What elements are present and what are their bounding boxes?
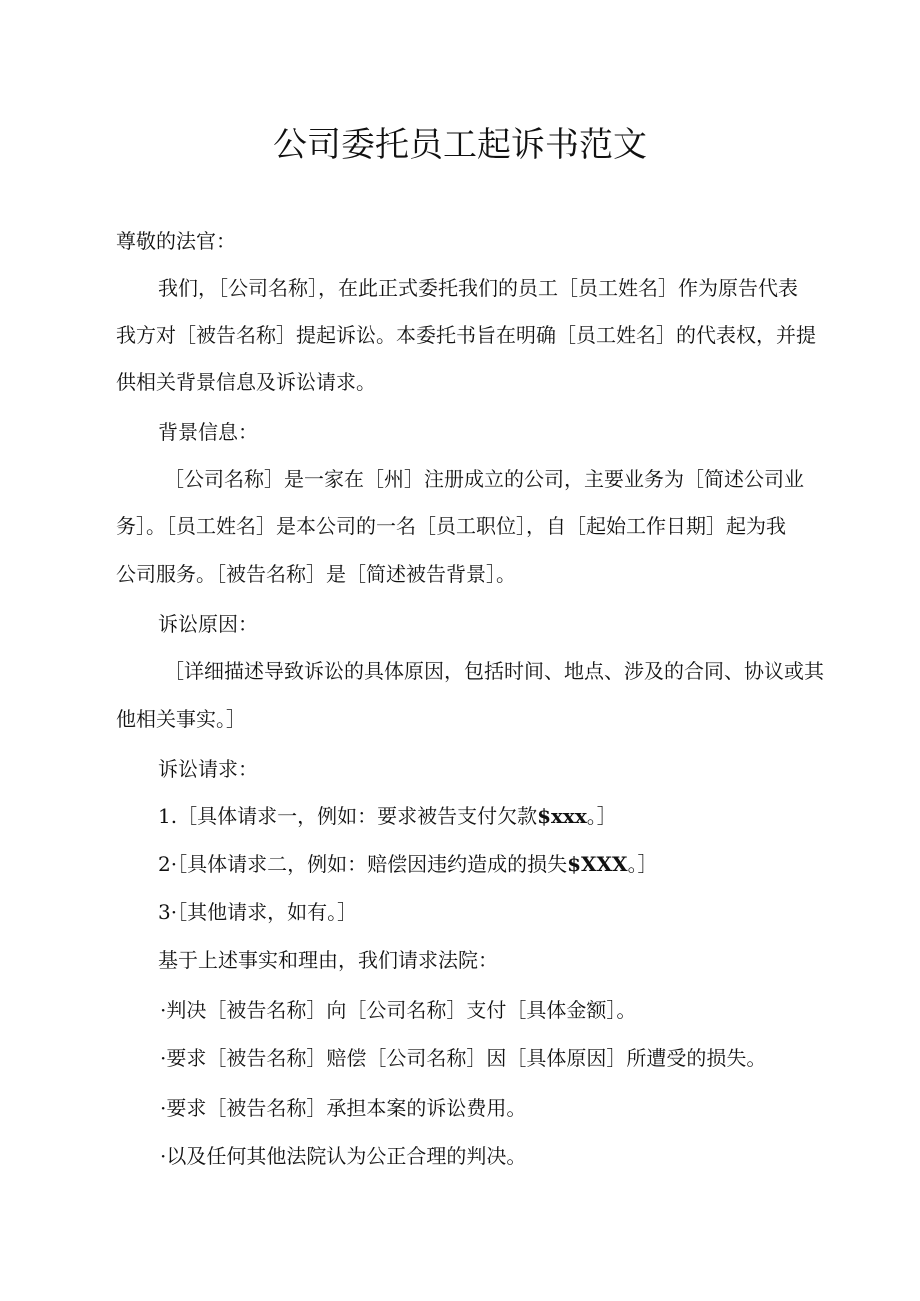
claims-heading: 诉讼请求： bbox=[158, 757, 258, 781]
claim-item-1-suffix: 。］ bbox=[586, 804, 617, 828]
request-bullet-3: ·要求［被告名称］承担本案的诉讼费用。 bbox=[160, 1096, 527, 1120]
claim-item-1 bbox=[158, 801, 858, 831]
claim-item-1-prefix: 1.［具体请求一，例如：要求被告支付欠款 bbox=[158, 804, 538, 828]
salutation: 尊敬的法官： bbox=[116, 229, 236, 253]
claim-item-2-amount: $XXX bbox=[567, 852, 628, 876]
request-bullet-1: ·判决［被告名称］向［公司名称］支付［具体金额］。 bbox=[160, 998, 637, 1022]
background-line-1: ［公司名称］是一家在［州］注册成立的公司，主要业务为［简述公司业 bbox=[164, 467, 804, 491]
document-title: 公司委托员工起诉书范文 bbox=[273, 125, 647, 165]
intro-line-3: 供相关背景信息及诉讼请求。 bbox=[116, 370, 376, 394]
request-bullet-4: ·以及任何其他法院认为公正合理的判决。 bbox=[160, 1144, 527, 1168]
cause-line-2: 他相关事实。］ bbox=[116, 707, 246, 731]
claim-item-1-amount: $xxx bbox=[537, 804, 587, 828]
claim-item-2-prefix: 2·［具体请求二，例如：赔偿因违约造成的损失 bbox=[158, 852, 568, 876]
claim-item-2 bbox=[158, 849, 858, 879]
claim-item-3: 3·［其他请求，如有。］ bbox=[158, 900, 358, 924]
claim-item-2-suffix: 。］ bbox=[627, 852, 658, 876]
intro-line-2: 我方对［被告名称］提起诉讼。本委托书旨在明确［员工姓名］的代表权，并提 bbox=[116, 323, 816, 347]
background-line-2: 务］。［员工姓名］是本公司的一名［员工职位］，自［起始工作日期］起为我 bbox=[116, 514, 786, 538]
background-heading: 背景信息： bbox=[158, 420, 258, 444]
cause-line-1: ［详细描述导致诉讼的具体原因，包括时间、地点、涉及的合同、协议或其 bbox=[164, 659, 824, 683]
request-bullet-2: ·要求［被告名称］赔偿［公司名称］因［具体原因］所遭受的损失。 bbox=[160, 1046, 767, 1070]
intro-line-1: 我们，［公司名称］，在此正式委托我们的员工［员工姓名］作为原告代表 bbox=[158, 276, 798, 300]
cause-heading: 诉讼原因： bbox=[158, 612, 258, 636]
requests-heading: 基于上述事实和理由，我们请求法院： bbox=[158, 948, 498, 972]
background-line-3: 公司服务。［被告名称］是［简述被告背景］。 bbox=[116, 562, 516, 586]
